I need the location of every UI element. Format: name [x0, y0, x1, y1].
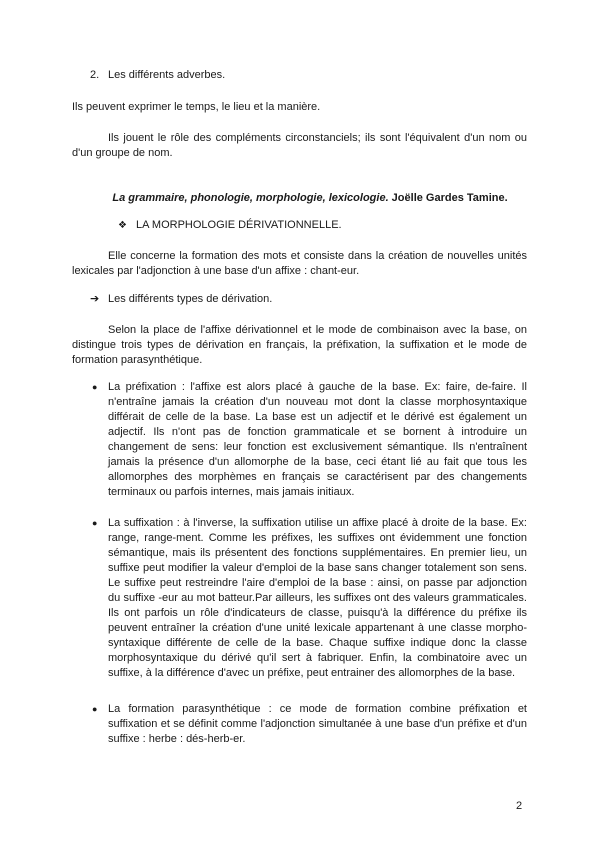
derivation-types-heading: [90, 292, 272, 307]
section-heading-adverbes: [90, 68, 225, 83]
morphology-heading-text: LA MORPHOLOGIE DÉRIVATIONNELLE.: [136, 219, 342, 231]
derivation-types-heading-text: Les différents types de dérivation.: [108, 293, 273, 305]
list-item-parasynthetique: [92, 702, 527, 747]
section-title: Les différents adverbes.: [108, 69, 226, 81]
reference-title: La grammaire, phonologie, morphologie, lexicologie.: [112, 192, 389, 204]
bibliographic-reference: [100, 191, 520, 206]
paragraph-adverbs-roles: Ils peuvent exprimer le temps, le lieu et la manière.: [72, 101, 321, 113]
list-item-suffixation: [92, 516, 527, 681]
paragraph-derivation-types: Selon la place de l'affixe dérivationnel et le mode de combinaison avec la base, on distingue trois types de dérivation en français, la préfixation, la suffixation et le mode de formation parasynthétique.: [72, 324, 527, 366]
diamond-bullet-icon: ❖: [118, 220, 127, 231]
morphology-heading: [118, 218, 342, 233]
bullet-dot-icon: ●: [92, 518, 98, 528]
list-item-text: La formation parasynthétique : ce mode de formation combine préfixation et suffixation et se définit comme l'adjonction simultanée à une base d'un préfixe et d'un suffixe : herbe : dés-herb-er.: [108, 703, 527, 745]
arrow-right-icon: ➔: [90, 293, 100, 305]
list-item-prefixation: [92, 380, 527, 500]
reference-author: Joëlle Gardes Tamine.: [388, 192, 508, 204]
bullet-dot-icon: ●: [92, 382, 98, 392]
list-item-text: La suffixation : à l'inverse, la suffixation utilise un affixe placé à droite de la base. Ex: range, range-ment. Comme les préfixes, les suffixes ont évidemment une fonction sémantique, mais ils présentent des fonctions supplémentaires. En premier lieu, un suffixe peut modifier la valeur d'emploi de la base sans changer totalement son sens. Le suffixe peut restreindre l'aire d'emploi de la base : ainsi, on passe par adjonction du suffixe -eur au mot batteur.Par ailleurs, les suffixes ont des valeurs grammaticales. Ils ont parfois un rôle d'indicateurs de classe, puisqu'à la différence du préfixe ils peuvent entraîner la création d'une unité lexicale appartenant à une classe morpho- syntaxique différente de celle de la base. Chaque suffixe indique donc la classe morphosyntaxique du dérivé qu'il sert à fabriquer. Enfin, la combinatoire avec un suffixe, à la différence d'avec un préfixe, peut entrainer des allomorphes de la base.: [108, 517, 527, 679]
paragraph-morphology-definition: Elle concerne la formation des mots et consiste dans la création de nouvelles unités lexicales par l'adjonction à une base d'un affixe : chant-eur.: [72, 250, 527, 277]
bullet-dot-icon: ●: [92, 704, 98, 714]
list-item-text: La préfixation : l'affixe est alors placé à gauche de la base. Ex: faire, de-faire. Il n'entraîne jamais la création d'un nouveau mot dont la classe morphosyntaxique différait de celle de la base. La base est un adjectif et le dérivé est également un adjectif. Ils n'ont pas de fonction grammaticale et se bornent à introduire un changement de sens: leur fonction est exclusivement sémantique. Ils n'entraînent jamais la présence d'un allomorphe de la base, ceci étant lié au fait que tous les allomorphes des morphèmes en français se caractérisent par des changements terminaux ou parfois internes, mais jamais initiaux.: [108, 381, 527, 498]
paragraph-adverbs-complements: Ils jouent le rôle des compléments circonstanciels; ils sont l'équivalent d'un nom ou d'un groupe de nom.: [72, 132, 527, 159]
page-number: 2: [516, 800, 523, 812]
section-number: 2.: [90, 69, 100, 81]
